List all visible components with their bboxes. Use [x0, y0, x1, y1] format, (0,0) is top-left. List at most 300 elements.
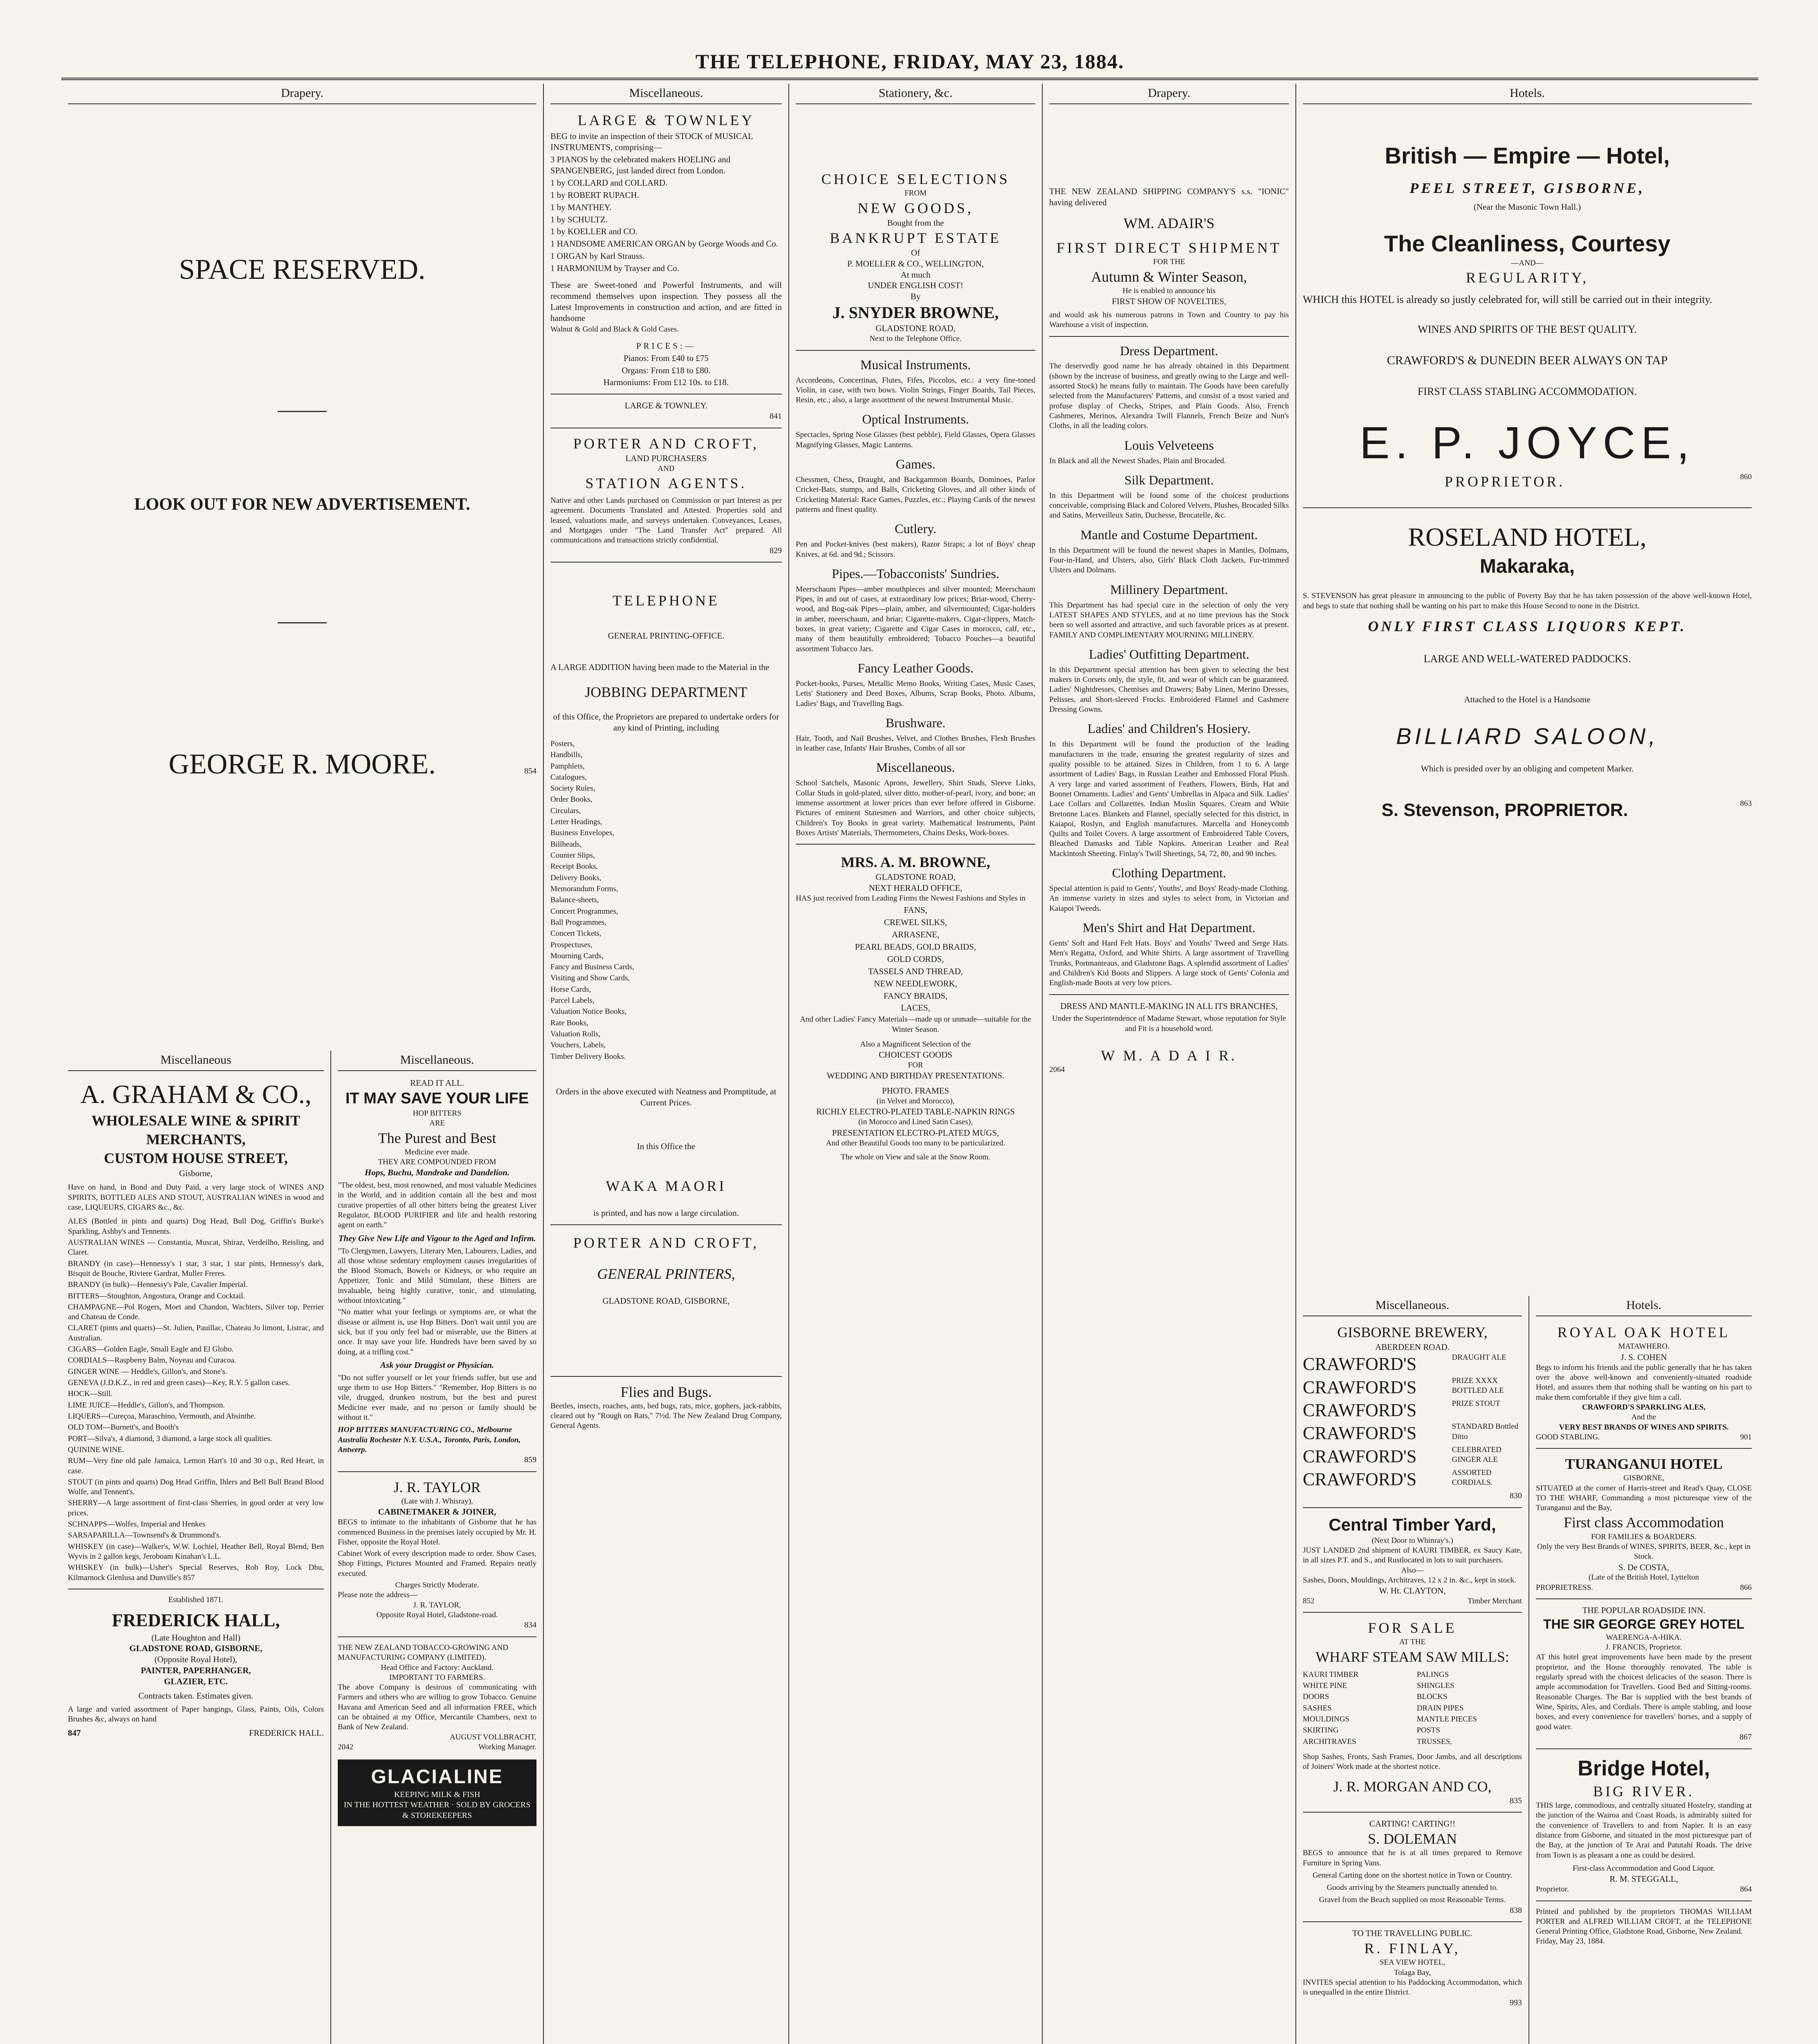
rh3: ONLY FIRST CLASS LIQUORS KEPT.	[1368, 618, 1687, 635]
graham-item: RUM—Very fine old pale Jamaica, Lemon Hart's 10 and 30 o.p., Red Heart, in case.	[68, 1457, 324, 1475]
graham-line2: MERCHANTS,	[146, 1131, 246, 1148]
glacialine-title: GLACIALINE	[371, 1766, 503, 1788]
ct2: JUST LANDED 2nd shipment of KAURI TIMBER, ex Saucy Kate, in all sizes P.T. and S., and Rustlocated in lots to suit purchasers.	[1303, 1546, 1522, 1565]
adair-section-title: Louis Velveteens	[1124, 437, 1214, 453]
adair-section-title: Silk Department.	[1124, 472, 1214, 487]
gb1: ABERDEEN ROAD.	[1375, 1342, 1450, 1352]
divider	[1303, 1612, 1522, 1613]
adair-num: 2064	[1049, 1065, 1065, 1074]
graham-item: GINGER WINE — Heddle's, Gillon's, and Stone's.	[68, 1367, 227, 1376]
bg2: THIS large, commodious, and centrally situated Hostelry, standing at the junction of the Wairoa and Coast Roads, is admirably suited for the convenience of Travellers to and from Napier. It is an easy distance from Gisborne, and situated in the most picturesque part of the Bay, at the junction of Te Arai and Patutahi Roads. The drive from Town is as pleasant a one as could be desired.	[1536, 1801, 1752, 1860]
lt-line: 1 by KOELLER and CO.	[550, 226, 637, 237]
adair-section-title: Clothing Department.	[1112, 865, 1226, 881]
addition: A LARGE ADDITION having been made to the Material in the	[550, 662, 770, 672]
graham-item: STOUT (in pints and quarts) Dog Head Griffin, Ihlers and Bell Bull Brand Blood Wolfe, and Tennent's.	[68, 1477, 324, 1497]
hop-mfg: HOP BITTERS MANUFACTURING CO., Melbourne Australia Rochester N.Y. U.S.A., Toronto, Paris, London, Antwerp.	[338, 1425, 521, 1455]
hop-bitters: HOP BITTERS	[413, 1109, 462, 1118]
adair-show: FIRST SHOW OF NOVELTIES,	[1112, 296, 1226, 306]
mrs-item: FANCY BRAIDS,	[883, 991, 948, 1001]
imprint-date: Friday, May 23, 1884.	[1536, 1937, 1605, 1946]
telephone: TELEPHONE	[613, 592, 720, 609]
print-item: Ball Programmes,	[550, 918, 607, 927]
divider	[796, 350, 1035, 351]
snyder-section-body: Accordeons, Concertinas, Flutes, Fifes, Piccolos, etc.: a very fine-toned Violin, in case, with two bows. Violin Strings, Finger Boards, Tail Pieces, Resin, etc.; also, a large assortment of the newest Instrumental Music.	[796, 376, 1035, 405]
divider	[550, 562, 782, 563]
mrs-item: CREWEL SILKS,	[884, 917, 947, 928]
ct5: W. Ht. CLAYTON,	[1379, 1586, 1446, 1596]
lt-price: Harmoniums: From £12 10s. to £18.	[603, 377, 729, 388]
rh6: BILLIARD SALOON,	[1396, 723, 1659, 749]
mrs-browne: MRS. A. M. BROWNE,	[841, 854, 990, 871]
mrs11: RICHLY ELECTRO-PLATED TABLE-NAPKIN RINGS	[816, 1107, 1015, 1117]
fs-right	[1417, 1669, 1522, 1748]
hop-body4: "Do not suffer yourself or let your friends suffer, but use and urge them to use Hop Bitters." "Remember, Hop Bitters is no vile, drugged, drunken nostrum, but the best and purest Medicine ever made, and no person or family should be without it."	[338, 1373, 536, 1422]
tu6: S. De COSTA,	[1618, 1562, 1670, 1572]
print-item: Catalogues,	[550, 773, 587, 782]
they-give: They Give New Life and Vigour to the Aged and Infirm.	[338, 1233, 536, 1243]
crawford-product: PRIZE STOUT	[1452, 1399, 1500, 1408]
bh8: CRAWFORD'S & DUNEDIN BEER ALWAYS ON TAP	[1387, 353, 1668, 367]
rh-num: 863	[1740, 799, 1752, 808]
graham-item: SARSAPARILLA—Townsend's & Drummond's.	[68, 1531, 221, 1540]
ro1: MATAWHERO.	[1618, 1342, 1670, 1351]
taylor1: (Late with J. Whisray),	[401, 1497, 473, 1506]
taylor6: Please note the address—	[338, 1591, 417, 1600]
tu7: (Late of the British Hotel, Lyttelton	[1588, 1573, 1699, 1582]
adair-section-title: Mantle and Costume Department.	[1080, 527, 1258, 542]
bg5: Proprietor.	[1536, 1885, 1569, 1894]
col5-header: Hotels.	[1303, 84, 1752, 104]
adair-name: WM. ADAIR'S	[1123, 215, 1215, 232]
gisb: GLADSTONE ROAD, GISBORNE,	[602, 1295, 730, 1306]
george-moore: GEORGE R. MOORE.	[168, 748, 436, 780]
mrs-item: LACES,	[901, 1003, 930, 1013]
col5a-header: Miscellaneous.	[1303, 1296, 1522, 1316]
ask-druggist: Ask your Druggist or Physician.	[380, 1360, 494, 1370]
mrs-item: TASSELS AND THREAD,	[868, 966, 963, 976]
taylor: J. R. TAYLOR	[393, 1479, 481, 1495]
crawfords	[1303, 1353, 1522, 1491]
adair-section-body: This Department has had special care in the selection of only the very LATEST SHAPES AND STYLES, and at no time previous has the Stock been so well assorted and attractive, and such favorable prices as at present. FAMILY AND COMPLIMENTARY MOURNING MILLINERY.	[1049, 601, 1289, 639]
choice: CHOICE SELECTIONS	[821, 171, 1010, 188]
bh-num: 860	[1740, 473, 1752, 482]
fs-right-item: POSTS	[1416, 1726, 1440, 1735]
print-item: Horse Cards,	[550, 985, 591, 994]
mrs14: And other Beautiful Goods too many to be particularized.	[826, 1139, 1006, 1148]
snyder-sections	[796, 356, 1035, 838]
crawford-row	[1303, 1376, 1522, 1399]
cart1: S. DOLEMAN	[1367, 1831, 1457, 1847]
divider	[1049, 336, 1289, 337]
mrs4: And other Ladies' Fancy Materials—made up or unmade—suitable for the Winter Season.	[800, 1015, 1031, 1034]
tu4: FOR FAMILIES & BOARDERS.	[1591, 1532, 1697, 1541]
graham-item: BRANDY (in bulk)—Hennessy's Pale, Cavalier Imperial.	[68, 1280, 248, 1289]
glacialine-foot: IN THE HOTTEST WEATHER · SOLD BY GROCERS & STOREKEEPERS	[343, 1800, 531, 1820]
taylor7: J. R. TAYLOR,	[413, 1600, 461, 1609]
snyder-section-title: Pipes.—Tobacconists' Sundries.	[832, 566, 999, 581]
lt-line: 3 PIANOS by the celebrated makers HOELING and SPANGENBERG, just landed direct from London.	[550, 155, 731, 176]
ro: ROYAL OAK HOTEL	[1557, 1324, 1730, 1341]
bankrupt: BANKRUPT ESTATE	[830, 229, 1001, 246]
cart4: Goods arriving by the Steamers punctually attended to.	[1326, 1883, 1498, 1892]
tp1: R. FINLAY,	[1364, 1940, 1461, 1957]
lt-price: Organs: From £18 to £80.	[622, 365, 711, 375]
cart5: Gravel from the Beach supplied on most Reasonable Terms.	[1319, 1896, 1506, 1905]
lt-line: 1 by COLLARD and COLLARD.	[550, 177, 668, 188]
pr-num: 867	[1739, 1732, 1752, 1741]
divider	[1303, 1507, 1522, 1508]
masthead-rule	[61, 78, 1758, 80]
tu-num: 866	[1740, 1583, 1752, 1592]
graham-item: PORT—Silva's, 4 diamond, 3 diamond, a large stock all qualities.	[68, 1434, 272, 1443]
gen-printers: GENERAL PRINTERS,	[597, 1265, 735, 1282]
crawford-row	[1303, 1422, 1522, 1445]
fs-right-item: TRUSSES,	[1416, 1737, 1452, 1746]
print-items	[550, 739, 782, 1062]
adair-section-body: In Black and all the Newest Shades, Plain and Brocaded.	[1049, 456, 1226, 465]
graham-item: LIQUERS—Cureçoa, Maraschino, Vermouth, and Absinthe.	[68, 1412, 256, 1421]
crawford-name: CRAWFORD'S	[1303, 1423, 1417, 1443]
rh-title: ROSELAND HOTEL,	[1408, 522, 1647, 552]
imprint: Printed and published by the proprietors THOMAS WILLIAM PORTER and ALFRED WILLIAM CROFT, at the TELEPHONE General Printing Office, Gladstone Road, Gisborne, New Zealand.	[1536, 1907, 1752, 1936]
adair-intro: THE NEW ZEALAND SHIPPING COMPANY'S s.s. "IONIC" having delivered	[1049, 186, 1289, 208]
hall-2: GLADSTONE ROAD, GISBORNE,	[129, 1643, 263, 1654]
tob3: The above Company is desirous of communicating with Farmers and others who are willing to grow Tobacco. Genuine Havana and American Seed and all information FREE, which can be obtained at my Office, Mercantile Chambers, next to Bank of New Zealand.	[338, 1683, 536, 1732]
lt-desc: These are Sweet-toned and Powerful Instruments, and will recommend themselves upon inspection. They possess all the Latest Improvements in construction and action, and are fitted in handsome	[550, 280, 782, 323]
adair-first: FIRST DIRECT SHIPMENT	[1056, 240, 1282, 256]
col5a	[1296, 1296, 1529, 2044]
adair-enabled: He is enabled to announce his	[1122, 286, 1216, 295]
glacialine-sub: KEEPING MILK & FISH	[394, 1790, 480, 1799]
print-item: Vouchers, Labels,	[550, 1041, 606, 1050]
tp3: Tolaga Bay,	[1394, 1968, 1431, 1977]
tob-title: THE NEW ZEALAND TOBACCO-GROWING AND MANUFACTURING COMPANY (LIMITED).	[338, 1643, 508, 1662]
mrs7: FOR	[908, 1061, 923, 1070]
mrs-item: GOLD CORDS,	[887, 954, 944, 964]
graham-intro: Have on hand, in Bond and Duty Paid, a very large stock of WINES AND SPIRITS, BOTTLED ALES AND STOUT, AUSTRALIAN WINES in wood and case, LIQUEURS, CIGARS &c., &c.	[68, 1183, 324, 1212]
divider	[338, 1471, 536, 1472]
lt-firm: LARGE & TOWNLEY	[577, 112, 755, 129]
col2	[544, 84, 789, 2044]
snyder-road: GLADSTONE ROAD,	[875, 323, 956, 334]
jobbing: JOBBING DEPARTMENT	[585, 684, 747, 701]
taylor3: BEGS to intimate to the inhabitants of Gisborne that he has commenced Business in the premises lately occupied by Mr. H. Fisher, opposite the Royal Hotel.	[338, 1518, 536, 1546]
adair-dm2: Under the Superintendence of Madame Stewart, whose reputation for Style and Fit is a household word.	[1052, 1014, 1286, 1033]
lt-prices	[550, 353, 782, 388]
moeller: P. MOELLER & CO., WELLINGTON,	[847, 258, 984, 269]
bh4: —AND—	[1511, 258, 1544, 267]
waka2: is printed, and has now a large circulation.	[593, 1208, 739, 1218]
print-item: Rate Books,	[550, 1018, 588, 1027]
bg3: First-class Accommodation and Good Liquor.	[1573, 1864, 1715, 1873]
hall-7: A large and varied assortment of Paper hangings, Glass, Paints, Oils, Colors Brushes &c, always on hand	[68, 1705, 324, 1724]
print-item: Order Books,	[550, 795, 593, 804]
divider	[1303, 1812, 1522, 1813]
divider	[550, 1224, 782, 1225]
graham-item: WHISKEY (in case)—Walker's, W.W. Lochiel, Heather Bell, Royal Blend, Ben Wyvis in 2 gallon kegs, Jeroboam Kinahan's L.L.	[68, 1542, 324, 1561]
rh2: S. STEVENSON has great pleasure in announcing to the public of Poverty Bay that he has taken possession of the above well-known Hotel, and begs to state that nothing shall be wanting on his part to make this House Second to none in the District.	[1303, 592, 1752, 610]
mrs-item: ARRASENE,	[891, 930, 940, 940]
crawford-row	[1303, 1353, 1522, 1376]
bought: Bought from the	[887, 217, 944, 228]
compounded: THEY ARE COMPOUNDED FROM	[378, 1157, 496, 1166]
rh5: Attached to the Hotel is a Handsome	[1464, 695, 1591, 705]
adair-invite: and would ask his numerous patrons in Town and Country to pay his Warehouse a visit of inspection.	[1049, 310, 1289, 329]
graham-item: ALES (Bottled in pints and quarts) Dog Head, Bull Dog, Griffin's Burke's Sparkling, Ashby's and Tennents.	[68, 1217, 324, 1236]
pr4: AT this hotel great improvements have been made by the present proprietor, and the House thoroughly renovated. The table is regularly spread with the choicest delicacies of the season. There is ample accommodation for Travellers. Good Bed and Sitting-rooms. Reasonable Charges. The Bar is supplied with the best brands of Wine, Spirits, Ales, and Cordials. There is ample stabling, and loose boxes, and every convenience for travellers' horses, and a supply of good water.	[1536, 1653, 1752, 1731]
read-it-all: READ IT ALL.	[410, 1078, 465, 1088]
snyder-section-body: Hair, Tooth, and Nail Brushes, Velvet, and Clothes Brushes, Flesh Brushes in leather case, Infants' Hair Brushes, Combs of all sor	[796, 734, 1035, 753]
crawford-product: ASSORTED CORDIALS.	[1452, 1468, 1493, 1487]
rh7: Which is presided over by an obliging and competent Marker.	[1421, 764, 1634, 773]
atmuch: At much	[900, 269, 931, 280]
tob5: Working Manager.	[478, 1743, 536, 1752]
mrs-item: FANS,	[904, 905, 927, 915]
ct-title: Central Timber Yard,	[1329, 1515, 1496, 1534]
adair-section-title: Dress Department.	[1120, 343, 1218, 358]
bh9: FIRST CLASS STABLING ACCOMMODATION.	[1417, 385, 1637, 397]
gb-num: 830	[1510, 1491, 1522, 1501]
hop-body3: "No matter what your feelings or symptoms are, or what the disease or ailment is, use Hop Bitters. Don't wait until you are sick, but if you only feel bad or miserable, use the Bitters at once. It may save your life. Hundreds have been saved by so doing, at a trifling cost."	[338, 1308, 536, 1356]
hall-title: FREDERICK HALL,	[112, 1610, 280, 1631]
ro6: VERY BEST BRANDS OF WINES AND SPIRITS.	[1559, 1423, 1729, 1432]
under: UNDER ENGLISH COST!	[868, 280, 963, 291]
of: Of	[911, 247, 920, 258]
lt-line: 1 HARMONIUM by Trayser and Co.	[550, 263, 680, 273]
ro5: And the	[1631, 1413, 1656, 1422]
col5-top	[1296, 84, 1758, 1290]
adair-sections	[1049, 343, 1289, 988]
crawford-name: CRAWFORD'S	[1303, 1469, 1417, 1489]
col4-header: Drapery.	[1049, 84, 1289, 104]
tu1: GISBORNE,	[1623, 1474, 1664, 1483]
adair-section-body: In this Department will be found some of the choicest productions conceivable, comprising Black and Colored Velvets, Plushes, Brocaded Silks and Satins, Merveilleux Satin, Duchesse, Brocatelle, &c.	[1049, 491, 1289, 520]
pr3: J. FRANCIS, Proprietor.	[1605, 1643, 1682, 1652]
pr2: WAERENGA-A-HIKA.	[1606, 1633, 1682, 1642]
bh6: WHICH this HOTEL is already so justly celebrated for, will still be carried out in their integrity.	[1303, 294, 1713, 306]
cart: CARTING! CARTING!!	[1369, 1819, 1456, 1829]
hall-sign: FREDERICK HALL.	[249, 1728, 324, 1738]
crawford-product: STANDARD Bottled Ditto	[1452, 1422, 1519, 1441]
lt-cases: Walnut & Gold and Black & Gold Cases.	[550, 325, 679, 334]
ct4: Sashes, Doors, Mouldings, Architraves, 12 x 2 in. &c., kept in stock.	[1303, 1576, 1516, 1585]
medicine: Medicine ever made.	[404, 1148, 470, 1156]
crawford-product: DRAUGHT ALE	[1452, 1353, 1506, 1362]
taylor5: Charges Strictly Moderate.	[395, 1581, 479, 1590]
mrs5: Also a Magnificent Selection of the	[860, 1040, 971, 1049]
graham-item: QUININE WINE.	[68, 1445, 124, 1454]
lt-lines	[550, 154, 782, 274]
hall-3: (Opposite Royal Hotel),	[154, 1654, 238, 1665]
tp4: INVITES special attention to his Paddocking Accommodation, which is unequalled in the entire District.	[1303, 1978, 1522, 1997]
graham-item: BITTERS—Stoughton, Angostura, Orange and Cocktail.	[68, 1291, 245, 1300]
divider	[338, 1636, 536, 1637]
jrm: J. R. MORGAN AND CO,	[1333, 1778, 1492, 1795]
mrs-item: PEARL BEADS, GOLD BRAIDS,	[855, 942, 976, 952]
snyder-section-title: Cutlery.	[895, 521, 936, 536]
col3	[789, 84, 1043, 2044]
hall-4: PAINTER, PAPERHANGER,	[141, 1665, 251, 1676]
tob1: Head Office and Factory: Auckland.	[381, 1663, 494, 1672]
print-item: Pamphlets,	[550, 762, 585, 771]
adair-section-body: In this Department will be found the production of the leading manufacturers in the trade, ensuring the greatest regularity of sizes and quality possible to be attained. Sizes in Children, from 1 to 6. A large assortment of Ladies' Bags, in Russian Leather and Embossed Floral Plush. A very large and varied assortment of Feathers, Flowers, Birds, Hat and Bonnet Ornaments. Ladies' and Gents' Umbrellas in Alpaca and Silk. Ladies' Lace Collars and Collarettes. Indian Muslin Squares. Cream and White Bretonne Laces. Blankets and Flannel, specially selected for this district, in Kaiapoi, Roslyn, and English manufactures. Marcella and Honeycomb Quilts and Toilet Covers. A large assortment of Embroidered Table Covers, Bleached Damasks and Table Napkins. American Leather and Real Mackintosh Sheeting. Finlay's Twill Sheetings, 54, 72, 80, and 90 inches.	[1049, 740, 1289, 858]
col2-header: Miscellaneous.	[550, 84, 782, 104]
snyder-section-title: Miscellaneous.	[876, 760, 955, 775]
graham-firm: A. GRAHAM & CO.,	[80, 1080, 312, 1109]
ct3: Also—	[1401, 1566, 1424, 1575]
fs-left-item: SASHES	[1303, 1703, 1332, 1712]
lt-num: 841	[770, 412, 782, 421]
tu8: PROPRIETRESS.	[1536, 1583, 1593, 1592]
tu5: Only the very Best Brands of WINES, SPIRITS, BEER, &c., kept in Stock.	[1537, 1542, 1751, 1561]
crawford-product: CELEBRATED GINGER ALE	[1452, 1445, 1502, 1464]
adair-dm: DRESS AND MANTLE-MAKING IN ALL ITS BRANCHES,	[1060, 1001, 1278, 1011]
lt-line: 1 by MANTHEY.	[550, 202, 612, 212]
ro3: Begs to inform his friends and the public generally that he has taken over the above well-known and conveniently-situated roadside Hotel, and assures them that nothing shall be wanting on his part to make them comfortable if they give him a call.	[1536, 1363, 1752, 1402]
prepared: of this Office, the Proprietors are prepared to undertake orders for any kind of Printing, including	[553, 712, 779, 733]
bh3: The Cleanliness, Courtesy	[1384, 231, 1671, 257]
adair-section-body: Special attention is paid to Gents', Youths', and Boys' Ready-made Clothing. An immense variety in sizes and styles to select from, in Victorian and Kaiapoi Tweeds.	[1049, 884, 1289, 913]
bh10: E. P. JOYCE,	[1359, 418, 1695, 468]
tu3: First class Accommodation	[1564, 1514, 1724, 1531]
hop-body1: "The oldest, best, most renowned, and most valuable Medicines in the World, and in addition contain all the best and most curative properties of all other bitters being the greatest Liver Regulator, BLOOD PURIFIER and life and health restoring agent on earth."	[338, 1181, 536, 1230]
mrs-item: NEW NEEDLEWORK,	[874, 978, 957, 988]
orders: Orders in the above executed with Neatness and Promptitude, at Current Prices.	[556, 1086, 777, 1107]
mrs2: NEXT HERALD OFFICE,	[869, 883, 963, 893]
snyder-section-body: Pocket-books, Purses, Metallic Memo Books, Writing Cases, Music Cases, Letts' Stationery and Deed Boxes, Albums, Scrap Books, Photo. Albums, Ladies' Bags, and Travelling Bags.	[796, 679, 1035, 708]
adair-section-title: Ladies' and Children's Hosiery.	[1087, 721, 1251, 736]
space-reserved: SPACE RESERVED.	[179, 254, 426, 286]
print-item: Letter Headings,	[550, 818, 602, 827]
adair-section-body: Gents' Soft and Hard Felt Hats. Boys' and Youths' Tweed and Serge Hats. Men's Regatta, Oxford, and White Shirts. A large assortment of Travelling Trunks, Portmanteaus, and Gladstone Bags. A splendid assortment of Ladies' and Children's Kid Boots and Slippers. A large stock of Gents' Colonia and English-made Boots at very low prices.	[1049, 939, 1289, 988]
lt-line: 1 HANDSOME AMERICAN ORGAN by George Woods and Co.	[550, 239, 778, 249]
bh-title: British — Empire — Hotel,	[1385, 143, 1670, 169]
flies-h: Flies and Bugs.	[620, 1383, 712, 1400]
print-item: Fancy and Business Cards,	[550, 963, 634, 972]
fs-left-item: MOULDINGS	[1303, 1715, 1349, 1724]
graham-item: BRANDY (in case)—Hennessy's 1 star, 3 star, 1 star pints, Hennessy's dark, Bisquit de Bouche, Riviere Gardrat, Muller Freres.	[68, 1259, 324, 1278]
purest: The Purest and Best	[378, 1130, 496, 1146]
print-item: Mourning Cards,	[550, 951, 604, 960]
bh7: WINES AND SPIRITS OF THE BEST QUALITY.	[1418, 323, 1637, 336]
print-item: Parcel Labels,	[550, 996, 595, 1005]
mrs-items	[796, 905, 1035, 1013]
lt-sign: LARGE & TOWNLEY.	[624, 401, 708, 411]
graham-item: CLARET (pints and quarts)—St. Julien, Pauillac, Chateau Jo limont, Listrac, and Australian.	[68, 1324, 324, 1342]
fs3: Shop Sashes, Fronts, Sash Frames, Door Jambs, and all descriptions of Joiners' Work made at the shortest notice.	[1303, 1752, 1522, 1771]
adair-season: Autumn & Winter Season,	[1091, 268, 1247, 285]
snyder-section-title: Games.	[896, 457, 936, 472]
adair-section-body: The deservedly good name he has already obtained in this Department (shown by the increase of business, and greatly owing to the Large and well-assorted Stock) he means fully to maintain. The Goods have been carefully selected from the Manufacturers' Patterns, and consist of a most varied and profuse display of Checks, Stripes, and Plain Goods. Also, French Cashmeres, Merinos, Alexandra Twill Flannels, French Beize and Nun's Cloths, in all the leading colors.	[1049, 362, 1289, 430]
established: Established 1871.	[168, 1595, 224, 1604]
col1-top	[61, 84, 544, 1081]
graham-item: WHISKEY (in bulk)—Usher's Special Reserves, Rob Roy, Lock Dhu, Kilmarnock Glenlusa and Dunville's 857	[68, 1563, 324, 1582]
mrs6: CHOICEST GOODS	[879, 1050, 952, 1060]
bh5: REGULARITY,	[1466, 269, 1589, 286]
snyder-section-title: Optical Instruments.	[862, 412, 969, 427]
divider	[1303, 507, 1752, 508]
masthead: THE TELEPHONE, FRIDAY, MAY 23, 1884.	[695, 50, 1124, 73]
taylor8: Opposite Royal Hotel, Gladstone-road.	[376, 1611, 498, 1620]
divider	[1303, 1921, 1522, 1922]
snyder-section-body: Spectacles, Spring Nose Glasses (best pebble), Field Glasses, Opera Glasses Magnifying Glasses, Magic Lanterns.	[796, 430, 1035, 449]
fs2: WHARF STEAM SAW MILLS:	[1315, 1648, 1509, 1665]
col5b-header: Hotels.	[1536, 1296, 1752, 1316]
cart2: BEGS to announce that he is at all times prepared to Remove Furniture in Spring Vans.	[1303, 1849, 1522, 1867]
graham-item: CORDIALS—Raspberry Balm, Noyeau and Curacoa.	[68, 1356, 236, 1365]
rh1: Makaraka,	[1479, 556, 1575, 578]
pc-num: 829	[770, 546, 782, 555]
mrs8: WEDDING AND BIRTHDAY PRESENTATIONS.	[826, 1071, 1005, 1081]
tob-num: 2042	[338, 1743, 353, 1752]
ro7: GOOD STABLING.	[1536, 1432, 1600, 1441]
crawford-row	[1303, 1445, 1522, 1468]
taylor4: Cabinet Work of every description made to order. Show Cases, Shop Fittings, Pictures Mounted and Framed. Repairs neatly executed.	[338, 1549, 536, 1578]
print-item: Counter Slips,	[550, 851, 595, 860]
lt-line: 1 by ROBERT RUPACH.	[550, 190, 639, 200]
lt-intro: BEG to invite an inspection of their STOCK of MUSICAL INSTRUMENTS, comprising—	[550, 131, 753, 152]
fs-left-item: SKIRTING	[1303, 1726, 1339, 1735]
taylor-num: 834	[524, 1620, 536, 1630]
bg-num: 864	[1740, 1885, 1752, 1894]
print-item: Handbills,	[550, 751, 583, 760]
print-item: Concert Tickets,	[550, 929, 602, 938]
fs-left-item: KAURI TIMBER	[1303, 1670, 1359, 1679]
mrs10: (in Velvet and Morocco),	[876, 1097, 955, 1106]
fs-right-item: BLOCKS	[1416, 1692, 1448, 1701]
pc-title: PORTER AND CROFT,	[573, 435, 759, 452]
waka: WAKA MAORI	[606, 1177, 727, 1194]
ct6: Timber Merchant	[1468, 1597, 1522, 1605]
adair-section-title: Men's Shirt and Hat Department.	[1082, 920, 1256, 935]
ro-num: 901	[1740, 1432, 1752, 1441]
gpo: GENERAL PRINTING-OFFICE.	[608, 631, 725, 641]
col2b-header: Miscellaneous.	[338, 1051, 536, 1071]
rh4: LARGE AND WELL-WATERED PADDOCKS.	[1423, 653, 1631, 665]
mrs9: PHOTO. FRAMES	[882, 1086, 949, 1096]
mrs12: (in Morocco and Lined Satin Cases),	[858, 1118, 973, 1127]
bg: Bridge Hotel,	[1578, 1756, 1710, 1780]
tp: TO THE TRAVELLING PUBLIC.	[1352, 1928, 1472, 1939]
hop-body2: "To Clergymen, Lawyers, Literary Men, Labourers, Ladies, and all those whose sedentary employment causes irregularities of the Blood Stomach, Bowels or Kidneys, or who require an Appetizer, Tonic and Mild Stimulant, these Bitters are invaluable, being highly curative, tonic, and stimulating, without intoxicating."	[338, 1246, 536, 1305]
crawford-name: CRAWFORD'S	[1303, 1377, 1417, 1397]
mrs13: PRESENTATION ELECTRO-PLATED MUGS,	[832, 1127, 999, 1138]
col4	[1043, 84, 1296, 2044]
snyder-section-body: School Satchels, Masonic Aprons, Jewellery, Shirt Studs, Sleeve Links, Collar Studs in gold-plated, silver ditto, mother-of-pearl, ivory, and bone; an immense assortment at lower prices than ever before offered in Gisborne. Pictures of eminent Statesmen and Warriors, and other choice subjects, Children's Toy Books in great variety. Mathematical Instruments, Paint Boxes Artists' Materials, Thermometers, Chains Desks, Work-boxes.	[796, 779, 1035, 837]
adair-for: FOR THE	[1153, 258, 1185, 267]
fs-right-item: DRAIN PIPES	[1416, 1703, 1464, 1712]
tu: TURANGANUI HOTEL	[1565, 1456, 1723, 1472]
bh2: (Near the Masonic Town Hall.)	[1473, 202, 1581, 212]
adair-sign: W M. A D A I R.	[1101, 1047, 1237, 1064]
gb-title: GISBORNE BREWERY,	[1337, 1324, 1488, 1341]
col1-header: Drapery.	[68, 84, 536, 104]
jrm-num: 835	[1510, 1796, 1522, 1805]
graham-item: GENEVA (J.D.K.Z., in red and green cases)—Key, R.Y. 5 gallon cases.	[68, 1378, 290, 1387]
fs-left-item: DOORS	[1303, 1692, 1329, 1701]
print-item: Receipt Books,	[550, 862, 598, 871]
ad-number: 854	[524, 766, 536, 776]
ct1: (Next Door to Whinray's.)	[1371, 1536, 1453, 1545]
print-item: Society Rules,	[550, 784, 595, 793]
graham-item: LIME JUICE—Heddle's, Gillon's, and Thompson.	[68, 1401, 225, 1410]
ro2: J. S. COHEN	[1620, 1352, 1667, 1362]
hall-6: Contracts taken. Estimates given.	[138, 1690, 254, 1701]
adair-section-body: In this Department will be found the newest shapes in Mantles, Dolmans, Four-in-Hand, and Ulsters, also, Girls' Black Cloth Jackets, Fur-trimmed Ulsters and Dolmans.	[1049, 546, 1289, 575]
taylor2: CABINETMAKER & JOINER,	[378, 1507, 496, 1517]
print-item: Circulars,	[550, 806, 581, 815]
crawford-product: PRIZE XXXX BOTTLED ALE	[1452, 1376, 1504, 1395]
